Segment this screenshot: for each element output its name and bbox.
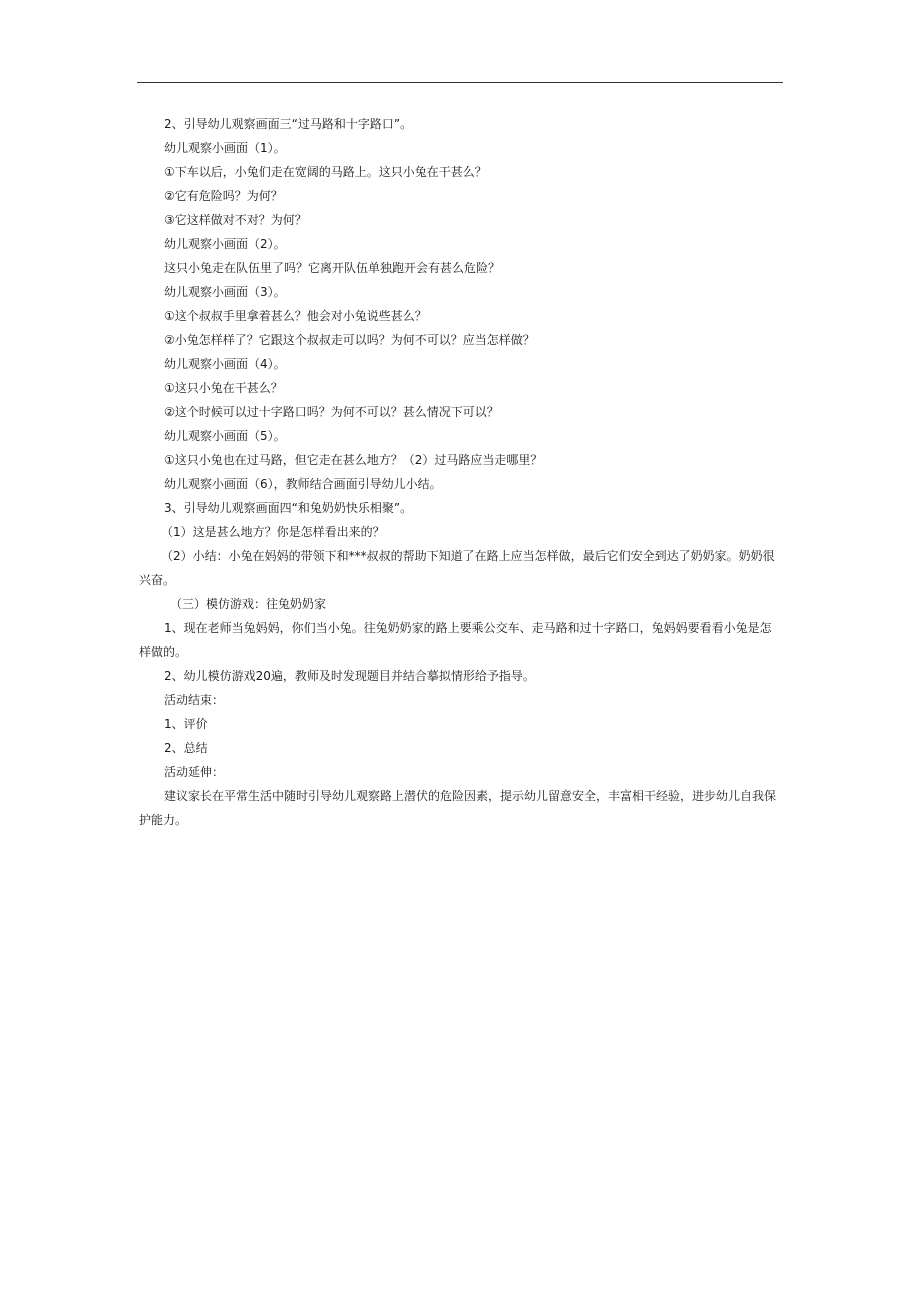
sub-question-2: （2）小结：小兔在妈妈的带领下和***叔叔的帮助下知道了在路上应当怎样做，最后它们安全到达了奶奶家。奶奶很兴奋。	[139, 549, 775, 587]
question-line: ③它这样做对不对？为何？	[164, 213, 307, 227]
step2-heading: 2、引导幼儿观察画面三“过马路和十字路口”。	[164, 117, 413, 131]
observe-picture-1: 幼儿观察小画面（1）。	[164, 141, 286, 155]
extension-text: 建议家长在平常生活中随时引导幼儿观察路上潜伏的危险因素，提示幼儿留意安全，丰富相干经验，进步幼儿自我保护能力。	[139, 789, 777, 827]
observe-picture-5: 幼儿观察小画面（5）。	[164, 429, 286, 443]
observe-picture-3: 幼儿观察小画面（3）。	[164, 285, 286, 299]
question-line: ①这只小兔也在过马路，但它走在甚么地方？（2）过马路应当走哪里？	[164, 453, 543, 467]
game-step-1: 1、现在老师当兔妈妈，你们当小兔。往兔奶奶家的路上要乘公交车、走马路和过十字路口，兔妈妈要看看小兔是怎样做的。	[139, 621, 772, 659]
end-item-1: 1、评价	[164, 717, 208, 731]
extension-title: 活动延伸：	[164, 765, 225, 779]
question-line: ②小兔怎样样了？它跟这个叔叔走可以吗？为何不可以？应当怎样做？	[164, 333, 535, 347]
end-title: 活动结束：	[164, 693, 225, 707]
question-line: ②这个时候可以过十字路口吗？为何不可以？甚么情况下可以？	[164, 405, 499, 419]
game-step-2: 2、幼儿模仿游戏20遍，教师及时发现题目并结合摹拟情形给予指导。	[164, 669, 535, 683]
section3-title: （三）模仿游戏：往兔奶奶家	[170, 597, 327, 611]
step3-heading: 3、引导幼儿观察画面四“和兔奶奶快乐相聚”。	[164, 501, 413, 515]
question-line: ①这个叔叔手里拿着甚么？他会对小兔说些甚么？	[164, 309, 427, 323]
sub-question-1: （1）这是甚么地方？你是怎样看出来的？	[161, 525, 385, 539]
question-line: 这只小兔走在队伍里了吗？它离开队伍单独跑开会有甚么危险？	[164, 261, 501, 275]
observe-picture-2: 幼儿观察小画面（2）。	[164, 237, 286, 251]
document-body	[139, 112, 783, 832]
question-line: ②它有危险吗？为何？	[164, 189, 283, 203]
end-item-2: 2、总结	[164, 741, 208, 755]
observe-picture-4: 幼儿观察小画面（4）。	[164, 357, 286, 371]
observe-picture-6: 幼儿观察小画面（6），教师结合画面引导幼儿小结。	[164, 477, 442, 491]
header-rule	[137, 82, 783, 83]
question-line: ①下车以后，小兔们走在宽阔的马路上。这只小兔在干甚么？	[164, 165, 487, 179]
question-line: ①这只小兔在干甚么？	[164, 381, 283, 395]
